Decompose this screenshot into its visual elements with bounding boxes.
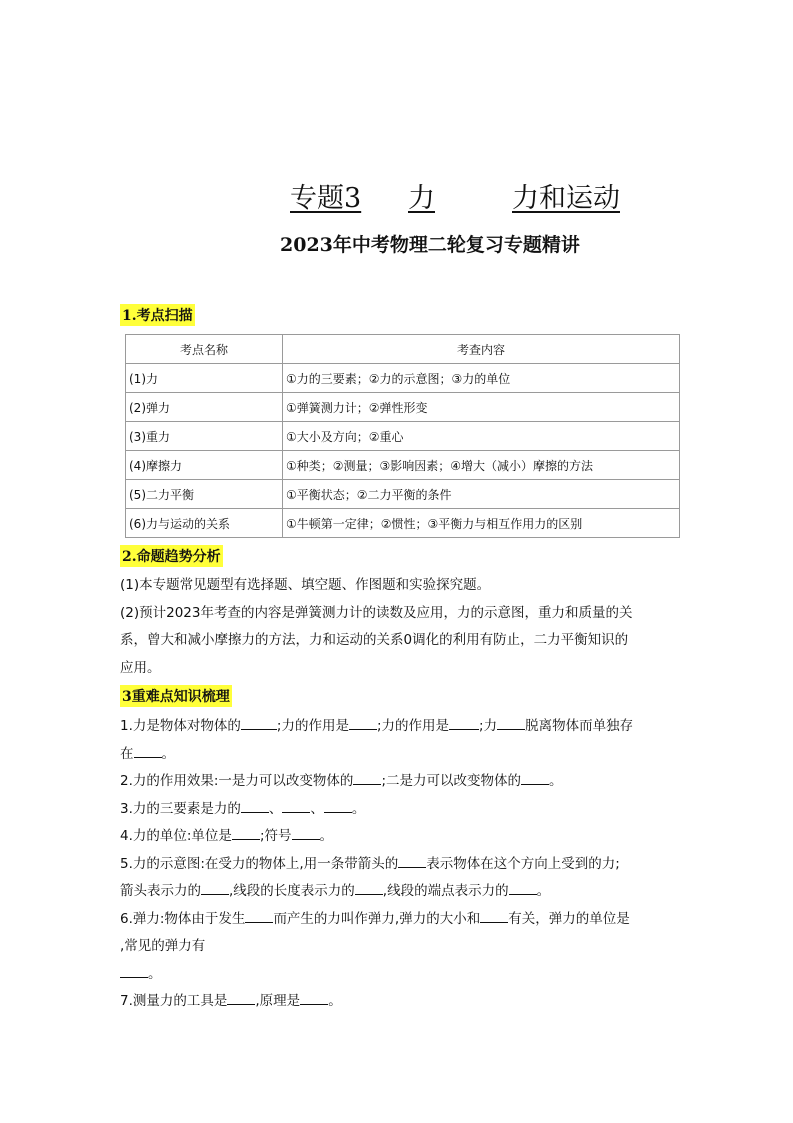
answer-blank — [232, 824, 260, 840]
answer-blank — [449, 714, 479, 730]
question-6: 6.弹力:物体由于发生 而产生的力叫作弹力,弹力的大小和 有关，弹力的单位是 — [120, 906, 665, 934]
answer-blank — [241, 714, 277, 730]
answer-blank — [480, 907, 508, 923]
question-5-cont: 箭头表示力的 ,线段的长度表示力的 ,线段的端点表示力的 。 — [120, 878, 665, 906]
answer-blank — [245, 907, 273, 923]
section-heading-key-knowledge: 3重难点知识梳理 — [120, 685, 232, 707]
paragraph-line: 应用。 — [120, 659, 161, 676]
table-cell-topic: (3)重力 — [126, 422, 283, 451]
answer-blank — [324, 797, 352, 813]
question-5: 5.力的示意图:在受力的物体上,用一条带箭头的 表示物体在这个方向上受到的力; — [120, 851, 665, 879]
answer-blank — [292, 824, 320, 840]
page-subtitle: 2023年中考物理二轮复习专题精讲 — [280, 234, 580, 256]
question-2: 2.力的作用效果:一是力可以改变物体的 ;二是力可以改变物体的 。 — [120, 768, 665, 796]
answer-blank — [521, 769, 549, 785]
table-cell-content: ①平衡状态；②二力平衡的条件 — [283, 480, 680, 509]
table-header-cell: 考点名称 — [126, 335, 283, 364]
table-cell-content: ①弹簧测力计；②弹性形变 — [283, 393, 680, 422]
table-cell-topic: (5)二力平衡 — [126, 480, 283, 509]
table-row — [126, 364, 680, 393]
answer-blank — [282, 797, 310, 813]
table-cell-topic: (4)摩擦力 — [126, 451, 283, 480]
trend-analysis-text — [120, 572, 665, 682]
answer-blank — [497, 714, 525, 730]
question-3: 3.力的三要素是力的 、 、 。 — [120, 796, 665, 824]
table-cell-content: ①大小及方向；②重心 — [283, 422, 680, 451]
answer-blank — [349, 714, 377, 730]
answer-blank — [353, 769, 381, 785]
title-topic-number: 专题3 — [290, 183, 362, 214]
answer-blank — [398, 852, 426, 868]
table-row — [126, 509, 680, 538]
table-row — [126, 480, 680, 509]
question-6-cont: ,常见的弹力有 — [120, 938, 206, 954]
table-cell-content: ①力的三要素；②力的示意图；③力的单位 — [283, 364, 680, 393]
answer-blank — [227, 989, 255, 1005]
answer-blank — [509, 879, 537, 895]
answer-blank — [120, 962, 148, 978]
table-header-row — [126, 335, 680, 364]
question-1: 1.力是物体对物体的 ;力的作用是 ;力的作用是 ;力 脱离物体而单独存 — [120, 713, 665, 741]
answer-blank — [300, 989, 328, 1005]
paragraph-line: (1)本专题常见题型有选择题、填空题、作图题和实验探究题。 — [120, 577, 491, 593]
table-cell-topic: (2)弹力 — [126, 393, 283, 422]
question-7: 7.测量力的工具是 ,原理是 。 — [120, 988, 665, 1016]
table-header-cell: 考查内容 — [283, 335, 680, 364]
section-heading-trend-analysis: 2.命题趋势分析 — [120, 545, 223, 567]
title-force: 力 — [408, 183, 435, 214]
table-cell-content: ①种类；②测量；③影响因素；④增大（减小）摩擦的方法 — [283, 451, 680, 480]
question-6-end: 。 — [120, 961, 665, 989]
answer-blank — [134, 742, 162, 758]
section-heading-exam-scan: 1.考点扫描 — [120, 304, 195, 326]
question-4: 4.力的单位:单位是 ;符号 。 — [120, 823, 665, 851]
table-cell-topic: (1)力 — [126, 364, 283, 393]
question-1-cont: 在 。 — [120, 741, 665, 769]
title-force-and-motion: 力和运动 — [512, 183, 620, 214]
table-row — [126, 393, 680, 422]
table-cell-topic: (6)力与运动的关系 — [126, 509, 283, 538]
table-row — [126, 451, 680, 480]
paragraph-line: 系，曾大和减小摩擦力的方法，力和运动的关系0调化的利用有防止，二力平衡知识的 — [120, 632, 629, 648]
answer-blank — [241, 797, 269, 813]
paragraph-line: (2)预计2023年考查的内容是弹簧测力计的读数及应用，力的示意图，重力和质量的关 — [120, 604, 633, 621]
table-cell-content: ①牛顿第一定律；②惯性；③平衡力与相互作用力的区别 — [283, 509, 680, 538]
table-row — [126, 422, 680, 451]
exam-points-table — [125, 334, 680, 538]
key-knowledge-text — [120, 713, 665, 1016]
answer-blank — [355, 879, 383, 895]
answer-blank — [201, 879, 229, 895]
